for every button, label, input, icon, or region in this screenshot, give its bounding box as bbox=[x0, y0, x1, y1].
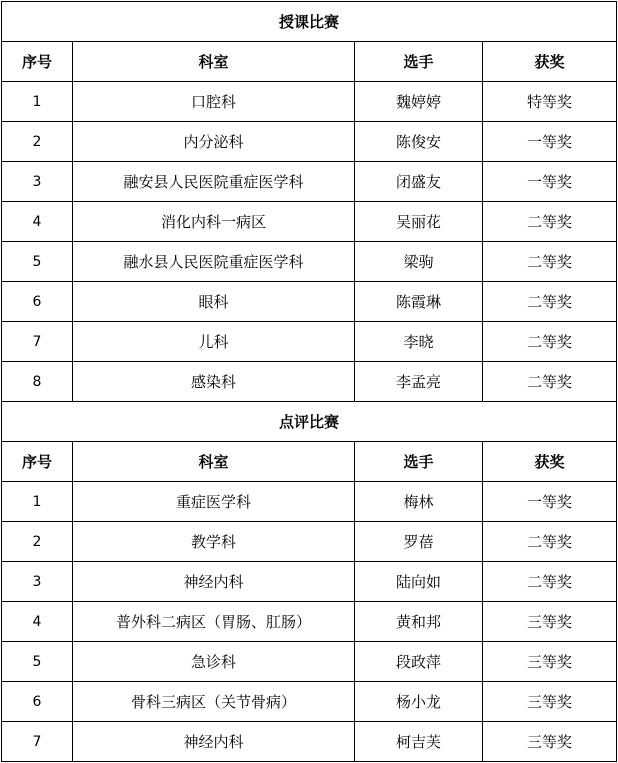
column-header-no: 序号 bbox=[2, 42, 73, 82]
cell-dept: 眼科 bbox=[73, 282, 355, 322]
table-row bbox=[2, 242, 617, 282]
cell-name: 杨小龙 bbox=[355, 682, 483, 722]
cell-dept: 融安县人民医院重症医学科 bbox=[73, 162, 355, 202]
column-header-name: 选手 bbox=[355, 42, 483, 82]
cell-no: 6 bbox=[2, 682, 73, 722]
cell-award: 二等奖 bbox=[483, 522, 617, 562]
awards-table-body bbox=[2, 2, 617, 762]
cell-dept: 感染科 bbox=[73, 362, 355, 402]
cell-dept: 重症医学科 bbox=[73, 482, 355, 522]
cell-name: 魏婷婷 bbox=[355, 82, 483, 122]
cell-award: 二等奖 bbox=[483, 202, 617, 242]
cell-dept: 融水县人民医院重症医学科 bbox=[73, 242, 355, 282]
table-row bbox=[2, 82, 617, 122]
section-title-row bbox=[2, 2, 617, 42]
cell-dept: 神经内科 bbox=[73, 562, 355, 602]
cell-dept: 儿科 bbox=[73, 322, 355, 362]
cell-award: 一等奖 bbox=[483, 162, 617, 202]
cell-award: 二等奖 bbox=[483, 242, 617, 282]
cell-name: 吴丽花 bbox=[355, 202, 483, 242]
cell-award: 一等奖 bbox=[483, 482, 617, 522]
table-row bbox=[2, 602, 617, 642]
cell-dept: 神经内科 bbox=[73, 722, 355, 762]
cell-name: 李孟亮 bbox=[355, 362, 483, 402]
column-header-row bbox=[2, 442, 617, 482]
cell-no: 8 bbox=[2, 362, 73, 402]
table-row bbox=[2, 322, 617, 362]
cell-no: 2 bbox=[2, 122, 73, 162]
column-header-award: 获奖 bbox=[483, 442, 617, 482]
cell-award: 特等奖 bbox=[483, 82, 617, 122]
cell-name: 陈俊安 bbox=[355, 122, 483, 162]
table-row bbox=[2, 482, 617, 522]
table-row bbox=[2, 122, 617, 162]
cell-award: 三等奖 bbox=[483, 682, 617, 722]
cell-award: 三等奖 bbox=[483, 722, 617, 762]
cell-no: 4 bbox=[2, 202, 73, 242]
column-header-award: 获奖 bbox=[483, 42, 617, 82]
section-title: 点评比赛 bbox=[2, 402, 617, 442]
cell-award: 一等奖 bbox=[483, 122, 617, 162]
cell-award: 二等奖 bbox=[483, 322, 617, 362]
section-title-row bbox=[2, 402, 617, 442]
column-header-dept: 科室 bbox=[73, 442, 355, 482]
cell-dept: 急诊科 bbox=[73, 642, 355, 682]
cell-dept: 口腔科 bbox=[73, 82, 355, 122]
awards-table bbox=[1, 1, 617, 762]
cell-award: 三等奖 bbox=[483, 602, 617, 642]
cell-name: 李晓 bbox=[355, 322, 483, 362]
cell-no: 1 bbox=[2, 82, 73, 122]
cell-no: 3 bbox=[2, 162, 73, 202]
cell-name: 陆向如 bbox=[355, 562, 483, 602]
table-row bbox=[2, 282, 617, 322]
cell-name: 柯吉芙 bbox=[355, 722, 483, 762]
cell-name: 罗蓓 bbox=[355, 522, 483, 562]
cell-dept: 内分泌科 bbox=[73, 122, 355, 162]
table-row bbox=[2, 642, 617, 682]
column-header-dept: 科室 bbox=[73, 42, 355, 82]
cell-dept: 普外科二病区（胃肠、肛肠） bbox=[73, 602, 355, 642]
cell-no: 4 bbox=[2, 602, 73, 642]
table-row bbox=[2, 362, 617, 402]
cell-no: 3 bbox=[2, 562, 73, 602]
column-header-name: 选手 bbox=[355, 442, 483, 482]
cell-no: 7 bbox=[2, 722, 73, 762]
table-row bbox=[2, 162, 617, 202]
cell-no: 7 bbox=[2, 322, 73, 362]
cell-award: 二等奖 bbox=[483, 362, 617, 402]
cell-no: 1 bbox=[2, 482, 73, 522]
table-row bbox=[2, 722, 617, 762]
column-header-no: 序号 bbox=[2, 442, 73, 482]
table-row bbox=[2, 202, 617, 242]
cell-no: 6 bbox=[2, 282, 73, 322]
cell-name: 闭盛友 bbox=[355, 162, 483, 202]
cell-award: 二等奖 bbox=[483, 562, 617, 602]
cell-dept: 消化内科一病区 bbox=[73, 202, 355, 242]
column-header-row bbox=[2, 42, 617, 82]
table-row bbox=[2, 562, 617, 602]
cell-name: 黄和邦 bbox=[355, 602, 483, 642]
cell-dept: 教学科 bbox=[73, 522, 355, 562]
cell-no: 5 bbox=[2, 642, 73, 682]
section-title: 授课比赛 bbox=[2, 2, 617, 42]
cell-award: 二等奖 bbox=[483, 282, 617, 322]
cell-no: 5 bbox=[2, 242, 73, 282]
table-row bbox=[2, 522, 617, 562]
cell-name: 梅林 bbox=[355, 482, 483, 522]
cell-no: 2 bbox=[2, 522, 73, 562]
cell-award: 三等奖 bbox=[483, 642, 617, 682]
cell-name: 陈霞琳 bbox=[355, 282, 483, 322]
table-row bbox=[2, 682, 617, 722]
cell-name: 段政萍 bbox=[355, 642, 483, 682]
cell-name: 梁驹 bbox=[355, 242, 483, 282]
cell-dept: 骨科三病区（关节骨病） bbox=[73, 682, 355, 722]
